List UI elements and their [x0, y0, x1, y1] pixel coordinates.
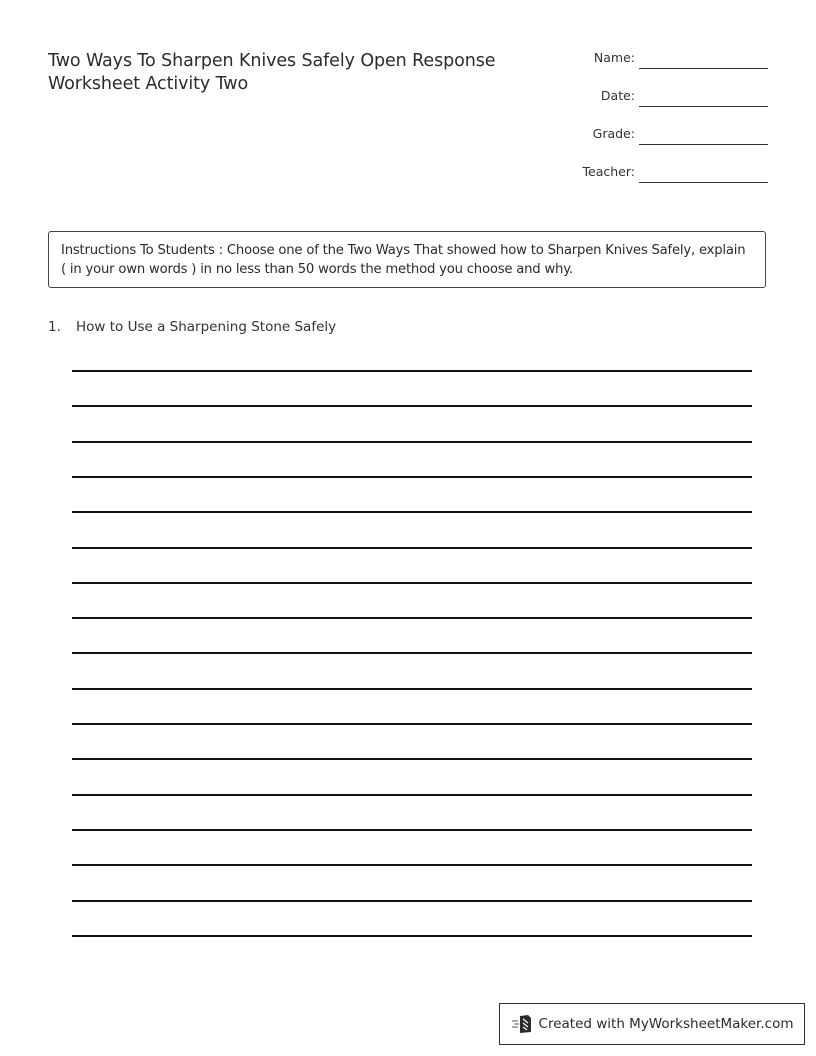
answer-line[interactable] [72, 688, 752, 690]
question-number: 1. [48, 319, 61, 335]
teacher-input-line[interactable] [639, 182, 768, 183]
answer-line[interactable] [72, 864, 752, 866]
answer-line[interactable] [72, 652, 752, 654]
instructions-box: Instructions To Students : Choose one of the Two Ways That showed how to Sharpen Knives Safely, explain ( in your own words ) in no less than 50 words the method you choose and why. [48, 231, 766, 288]
grade-field[interactable] [560, 124, 768, 146]
answer-line[interactable] [72, 441, 752, 443]
name-input-line[interactable] [639, 68, 768, 69]
teacher-field[interactable] [560, 162, 768, 184]
answer-line[interactable] [72, 617, 752, 619]
date-input-line[interactable] [639, 106, 768, 107]
answer-line[interactable] [72, 582, 752, 584]
teacher-label: Teacher: [582, 164, 635, 179]
name-field[interactable] [560, 48, 768, 70]
footer-text: Created with MyWorksheetMaker.com [538, 1016, 794, 1032]
name-label: Name: [593, 50, 635, 65]
answer-line[interactable] [72, 758, 752, 760]
answer-line[interactable] [72, 900, 752, 902]
answer-line[interactable] [72, 370, 752, 372]
worksheet-title: Two Ways To Sharpen Knives Safely Open Response Worksheet Activity Two [48, 51, 496, 94]
grade-input-line[interactable] [639, 144, 768, 145]
question-1 [48, 319, 336, 335]
answer-line[interactable] [72, 547, 752, 549]
question-text: How to Use a Sharpening Stone Safely [76, 319, 337, 335]
answer-line[interactable] [72, 829, 752, 831]
worksheet-maker-logo-icon [511, 1014, 533, 1034]
answer-line[interactable] [72, 723, 752, 725]
grade-label: Grade: [592, 126, 635, 141]
answer-line[interactable] [72, 405, 752, 407]
date-field[interactable] [560, 86, 768, 108]
answer-line[interactable] [72, 794, 752, 796]
answer-line[interactable] [72, 511, 752, 513]
answer-line[interactable] [72, 476, 752, 478]
footer-badge [499, 1003, 805, 1045]
date-label: Date: [600, 88, 635, 103]
answer-line[interactable] [72, 935, 752, 937]
